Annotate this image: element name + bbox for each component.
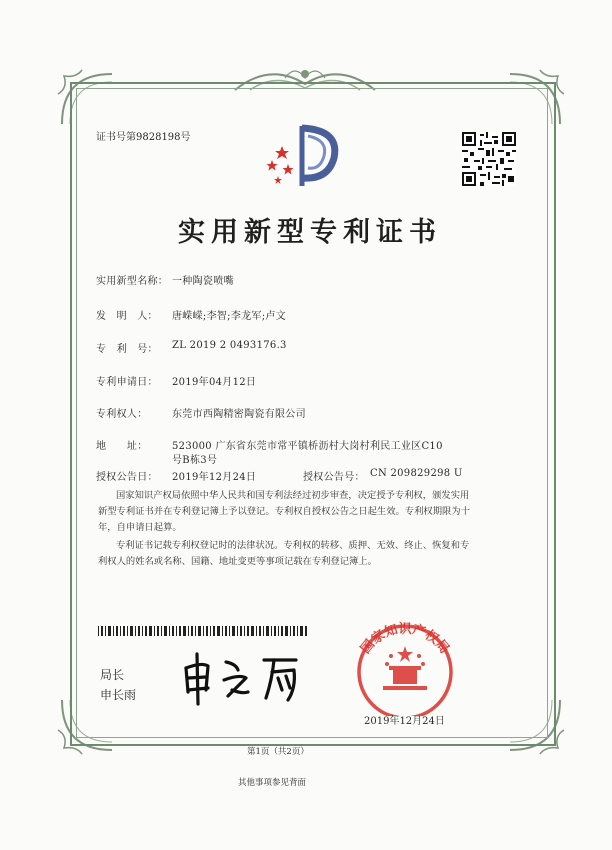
grant-paragraph xyxy=(98,488,518,536)
inventor-value: 唐嵘嵘;李智;李龙军;卢文 xyxy=(172,311,287,322)
address-line-2: 号B栋3号 xyxy=(172,455,218,466)
official-seal xyxy=(345,616,465,716)
announcement-date-label: 授权公告日： xyxy=(96,472,158,483)
announcement-number-label: 授权公告号： xyxy=(303,472,365,483)
patentee-label: 专利权人： xyxy=(96,409,148,420)
announcement-number-value: CN 209829298 U xyxy=(370,468,463,479)
grant-paragraph-line-1: 国家知识产权局依照中华人民共和国专利法经过初步审查，决定授予专利权，颁发实用 xyxy=(116,490,470,501)
certificate-number: 证书号第9828198号 xyxy=(96,132,191,143)
director-signature xyxy=(178,650,308,706)
address-line-1: 523000 广东省东莞市常平镇桥沥村大岗村利民工业区C10 xyxy=(172,441,443,452)
announcement-date-value: 2019年12月24日 xyxy=(172,472,257,483)
utility-model-name-value: 一种陶瓷喷嘴 xyxy=(172,276,234,287)
patent-number-label: 专 利 号： xyxy=(96,344,158,355)
legal-status-line-2: 利权人的姓名或名称、国籍、地址变更等事项记载在专利登记簿上。 xyxy=(98,556,377,567)
legal-status-paragraph xyxy=(98,538,518,570)
director-name: 申长雨 xyxy=(100,688,137,702)
grant-paragraph-line-3: 年，自申请日起算。 xyxy=(98,522,182,533)
director-title: 局长 xyxy=(100,668,125,682)
filing-date-value: 2019年04月12日 xyxy=(172,377,257,388)
seal-date: 2019年12月24日 xyxy=(364,716,445,727)
page-indicator: 第1页（共2页） xyxy=(247,747,309,757)
cnipa-logo-icon xyxy=(262,118,342,194)
filing-date-label: 专利申请日： xyxy=(96,377,158,388)
legal-status-line-1: 专利证书记载专利权登记时的法律状况。专利权的转移、质押、无效、终止、恢复和专 xyxy=(116,540,470,551)
seal-text: 国家知识产权局 xyxy=(358,621,452,657)
barcode xyxy=(98,626,308,636)
qr-code xyxy=(462,132,516,186)
patentee-value: 东莞市西陶精密陶瓷有限公司 xyxy=(172,409,306,420)
certificate-title: 实用新型专利证书 xyxy=(178,217,442,248)
patent-number-value: ZL 2019 2 0493176.3 xyxy=(172,340,287,351)
utility-model-name-label: 实用新型名称： xyxy=(96,276,169,287)
grant-paragraph-line-2: 新型专利证书并在专利登记簿上予以登记。专利权自授权公告之日起生效。专利权期限为十 xyxy=(98,506,470,517)
footer-note: 其他事项参见背面 xyxy=(238,778,307,788)
address-label: 地 址： xyxy=(96,441,148,452)
inventor-label: 发 明 人： xyxy=(96,311,158,322)
